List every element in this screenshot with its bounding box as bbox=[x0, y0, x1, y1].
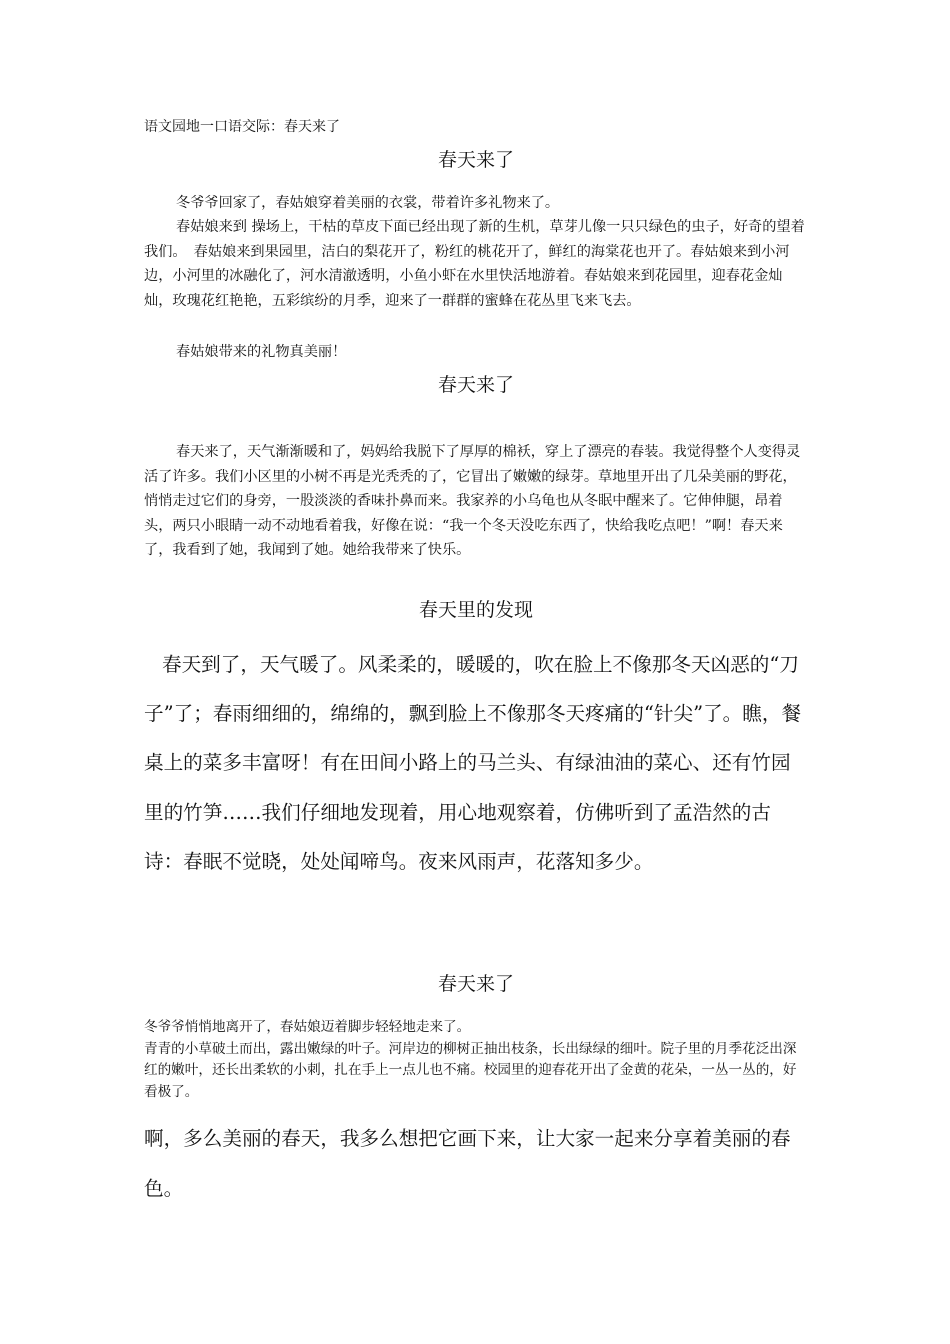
section-4-paragraph-1: 冬爷爷悄悄地离开了，春姑娘迈着脚步轻轻地走来了。 bbox=[144, 1019, 471, 1035]
section-3-title: 春天里的发现 bbox=[418, 599, 533, 621]
section-4-title: 春天来了 bbox=[437, 973, 514, 995]
section-1-paragraph-1: 冬爷爷回家了，春姑娘穿着美丽的衣裳，带着许多礼物来了。 bbox=[176, 195, 560, 211]
section-1-paragraph-3: 春姑娘带来的礼物真美丽！ bbox=[176, 344, 347, 360]
section-2-paragraph-1: 春天来了，天气渐渐暖和了，妈妈给我脱下了厚厚的棉袄，穿上了漂亮的春装。我觉得整个人变得灵活了许多。我们小区里的小树不再是光秃秃的了，它冒出了嫩嫩的绿芽。草地里开出了几朵美丽的野花，悄悄走过它们的身旁，一股淡淡的香味扑鼻而来。我家养的小乌龟也从冬眠中醒来了。它伸伸腿，昂着头，两只小眼睛一动不动地看着我，好像在说：“我一个冬天没吃东西了，快给我吃点吧！”啊！春天来了，我看到了她，我闻到了她。她给我带来了快乐。 bbox=[144, 444, 801, 559]
document-header: 语文园地一口语交际：春天来了 bbox=[144, 119, 340, 135]
section-4-paragraph-2: 青青的小草破土而出，露出嫩绿的叶子。河岸边的柳树正抽出枝条，长出绿绿的细叶。院子里的月季花泛出深红的嫩叶，还长出柔软的小刺，扎在手上一点儿也不痛。校园里的迎春花开出了金黄的花朵，一丛一丛的，好看极了。 bbox=[144, 1041, 797, 1100]
section-1-paragraph-2: 春姑娘来到 操场上，干枯的草皮下面已经出现了新的生机，草芽儿像一只只绿色的虫子，好奇的望着我们。 春姑娘来到果园里，洁白的梨花开了，粉红的桃花开了，鲜红的海棠花也开了。春姑娘来到小河边，小河里的冰融化了，河水清澈透明，小鱼小虾在水里快活地游着。春姑娘来到花园里，迎春花金灿灿，玫瑰花红艳艳，五彩缤纷的月季，迎来了一群群的蜜蜂在花丛里飞来飞去。 bbox=[144, 219, 805, 309]
section-3-paragraph-1: 春天到了，天气暖了。风柔柔的，暖暖的，吹在脸上不像那冬天凶恶的“刀子”了；春雨细细的，绵绵的，飘到脸上不像那冬天疼痛的“针尖”了。瞧，餐桌上的菜多丰富呀！有在田间小路上的马兰头、有绿油油的菜心、还有竹园里的竹笋……我们仔细地发现着，用心地观察着，仿佛听到了孟浩然的古诗：春眠不觉晓，处处闻啼鸟。夜来风雨声，花落知多少。 bbox=[144, 653, 802, 873]
section-4-paragraph-3: 啊，多么美丽的春天，我多么想把它画下来，让大家一起来分享着美丽的春色。 bbox=[144, 1127, 791, 1200]
section-1-title: 春天来了 bbox=[437, 149, 514, 171]
section-2-title: 春天来了 bbox=[437, 374, 514, 396]
